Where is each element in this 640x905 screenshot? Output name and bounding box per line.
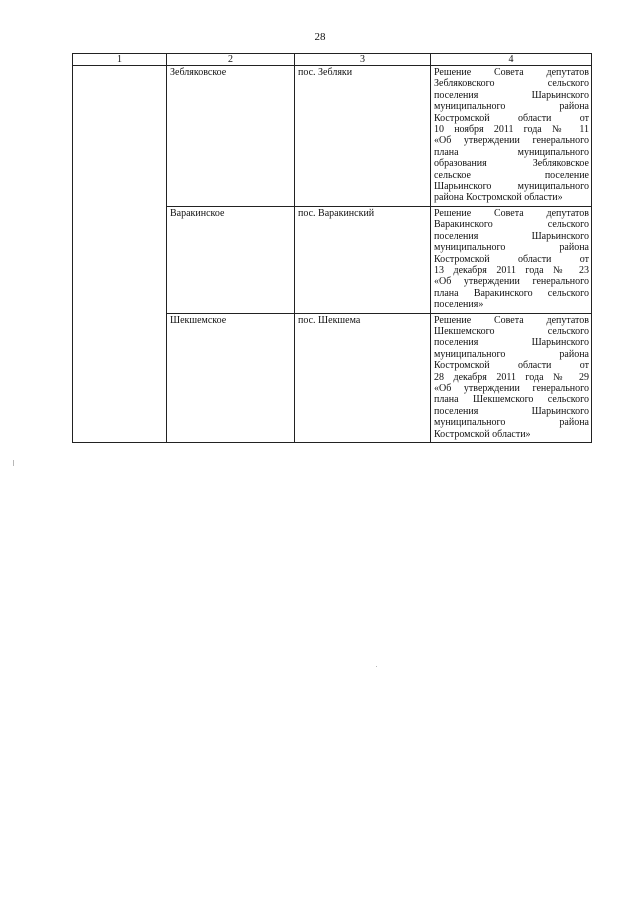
decision-line: муниципального района bbox=[434, 101, 589, 113]
decision-line: муниципального района bbox=[434, 348, 589, 360]
admin-center: пос. Варакинский bbox=[295, 206, 431, 313]
decision-line: сельское поселение bbox=[434, 169, 589, 181]
decision-line: Варакинского сельского bbox=[434, 219, 589, 231]
decision-text bbox=[431, 206, 592, 313]
decision-line: Костромской области от bbox=[434, 253, 589, 265]
settlement-name: Шекшемское bbox=[167, 313, 295, 442]
header-cell-3: 3 bbox=[295, 54, 431, 66]
decision-line: Решение Совета депутатов bbox=[434, 314, 589, 326]
decision-line: Решение Совета депутатов bbox=[434, 67, 589, 78]
decision-line: муниципального района bbox=[434, 417, 589, 429]
decision-line: плана Шекшемского сельского bbox=[434, 394, 589, 406]
decision-text bbox=[431, 313, 592, 442]
decision-line: образования Зебляковское bbox=[434, 158, 589, 170]
decision-line: плана муниципального bbox=[434, 146, 589, 158]
settlement-name: Варакинское bbox=[167, 206, 295, 313]
decision-line: поселения» bbox=[434, 299, 484, 311]
scan-mark bbox=[13, 460, 14, 466]
decision-line: Костромской области от bbox=[434, 360, 589, 372]
table-header-row bbox=[73, 54, 592, 66]
admin-center: пос. Зебляки bbox=[295, 66, 431, 207]
decision-text bbox=[431, 66, 592, 207]
header-cell-2: 2 bbox=[167, 54, 295, 66]
decision-line: Костромской области от bbox=[434, 112, 589, 124]
decision-line: поселения Шарьинского bbox=[434, 230, 589, 242]
decision-line: Решение Совета депутатов bbox=[434, 207, 589, 219]
decision-line: 28 декабря 2011 года № 29 bbox=[434, 371, 589, 383]
decision-line: «Об утверждении генерального bbox=[434, 382, 589, 394]
header-cell-4: 4 bbox=[431, 54, 592, 66]
header-cell-1: 1 bbox=[73, 54, 167, 66]
settlements-table bbox=[72, 53, 592, 443]
decision-line: поселения Шарьинского bbox=[434, 89, 589, 101]
decision-line: «Об утверждении генерального bbox=[434, 276, 589, 288]
admin-center: пос. Шекшема bbox=[295, 313, 431, 442]
scan-mark bbox=[376, 666, 377, 667]
decision-line: поселения Шарьинского bbox=[434, 405, 589, 417]
decision-line: поселения Шарьинского bbox=[434, 337, 589, 349]
decision-line: «Об утверждении генерального bbox=[434, 135, 589, 147]
decision-line: района Костромской области» bbox=[434, 192, 563, 204]
page-number: 28 bbox=[314, 31, 326, 43]
decision-line: плана Варакинского сельского bbox=[434, 287, 589, 299]
district-cell bbox=[73, 66, 167, 443]
decision-line: 10 ноября 2011 года № 11 bbox=[434, 124, 589, 136]
decision-line: Зебляковского сельского bbox=[434, 78, 589, 90]
settlement-name: Зебляковское bbox=[167, 66, 295, 207]
decision-line: 13 декабря 2011 года № 23 bbox=[434, 264, 589, 276]
decision-line: Костромской области» bbox=[434, 428, 531, 440]
decision-line: муниципального района bbox=[434, 242, 589, 254]
table-row bbox=[73, 66, 592, 207]
decision-line: Шекшемского сельского bbox=[434, 325, 589, 337]
decision-line: Шарьинского муниципального bbox=[434, 181, 589, 193]
